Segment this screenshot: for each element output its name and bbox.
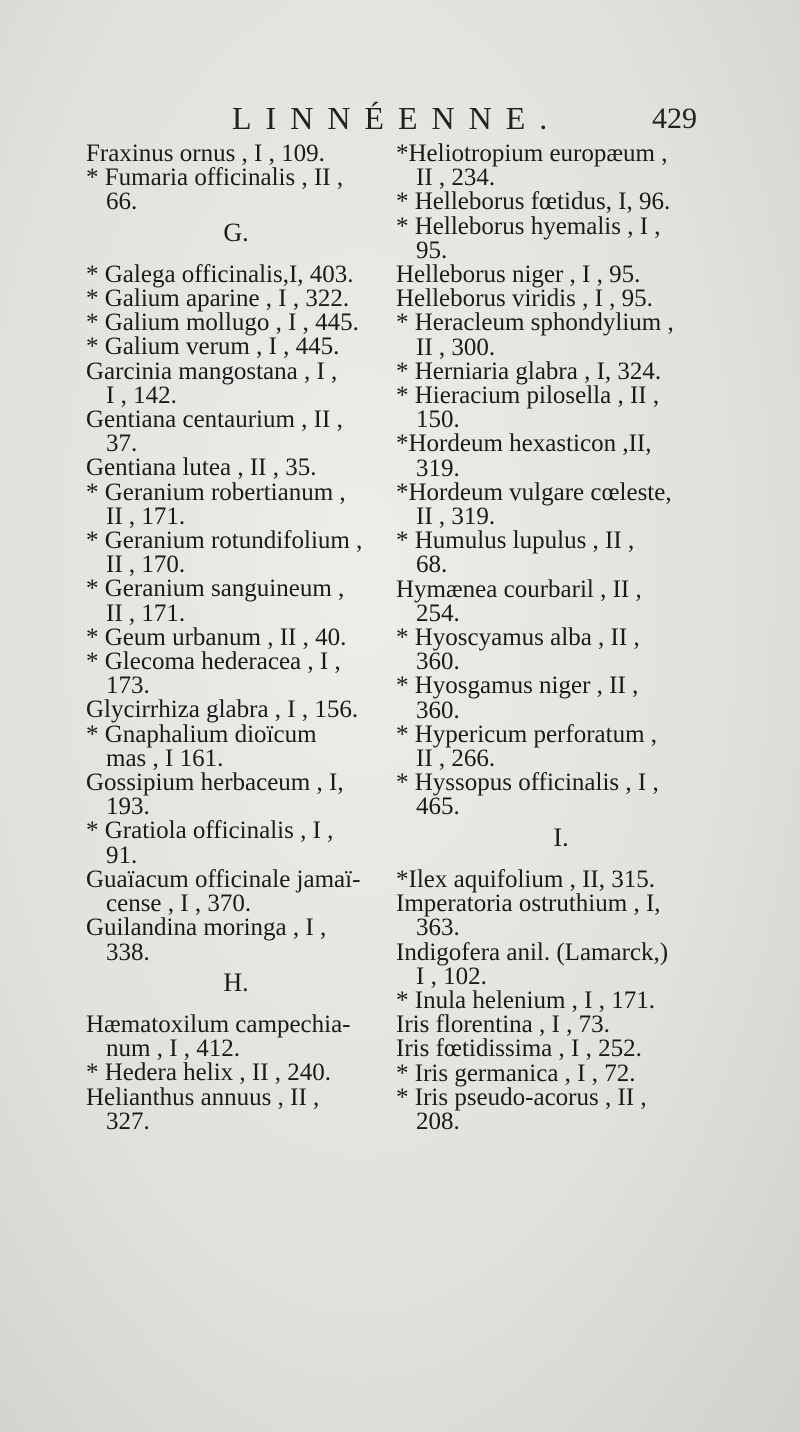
index-entry: * Hyssopus officinalis , I , 465.	[396, 769, 659, 821]
index-entry: * Hieracium pilosella , II , 150.	[396, 382, 660, 434]
index-entry: *Heliotropium europæum , II , 234.	[396, 140, 668, 192]
index-entry: * Galium aparine , I , 322.	[86, 285, 350, 313]
index-entry: Iris florentina , I , 73.	[396, 1011, 610, 1039]
index-entry: * Hyosgamus niger , II , 360.	[396, 672, 639, 724]
index-entry: Helleborus viridis , I , 95.	[396, 285, 653, 313]
index-entry: Garcinia mangostana , I , I , 142.	[86, 357, 338, 409]
index-entry: * Iris germanica , I , 72.	[396, 1059, 636, 1087]
index-entry: * Geranium rotundifolium , II , 170.	[86, 527, 363, 579]
index-entry: * Geum urbanum , II , 40.	[86, 623, 347, 651]
index-entry: * Humulus lupulus , II , 68.	[396, 527, 635, 579]
index-entry: Gentiana lutea , II , 35.	[86, 454, 317, 482]
page-number: 429	[652, 102, 697, 135]
index-column-left	[86, 142, 386, 1134]
index-entry: Gentiana centaurium , II , 37.	[86, 406, 343, 458]
index-entry: * Helleborus hyemalis , I , 95.	[396, 212, 661, 264]
page-header	[0, 100, 800, 140]
index-entry: * Geranium sanguineum , II , 171.	[86, 575, 345, 627]
running-title: LINNÉENNE.	[232, 100, 562, 136]
section-letter-i: I.	[553, 822, 569, 852]
index-entry: * Glecoma hederacea , I , 173.	[86, 648, 341, 700]
index-entry: * Gratiola officinalis , I , 91.	[86, 817, 334, 869]
index-entry: *Hordeum vulgare cœleste, II , 319.	[396, 478, 672, 531]
index-entry: * Helleborus fœtidus, I, 96.	[396, 188, 671, 216]
index-entry: Fraxinus ornus , I , 109.	[86, 140, 325, 167]
index-entry: Hymænea courbaril , II , 254.	[396, 575, 642, 627]
index-entry: Hæmatoxilum campechia- num , I , 412.	[86, 1010, 351, 1063]
index-entry: * Galium mollugo , I , 445.	[86, 309, 359, 337]
index-entry: * Iris pseudo-acorus , II , 208.	[396, 1083, 647, 1135]
index-entry: * Herniaria glabra , I, 324.	[396, 357, 662, 385]
index-entry: * Geranium robertianum , II , 171.	[86, 478, 346, 530]
section-letter-g: G.	[223, 217, 249, 247]
index-entry: Helleborus niger , I , 95.	[396, 261, 641, 289]
index-entry: *Hordeum hexasticon ,II, 319.	[396, 430, 652, 482]
section-letter-h: H.	[223, 967, 249, 997]
index-entry: Indigofera anil. (Lamarck,) I , 102.	[396, 938, 669, 990]
index-entry: Guaïacum officinale jamaï- cense , I , 370.	[86, 865, 361, 918]
index-entry: *Ilex aquifolium , II, 315.	[396, 865, 655, 893]
index-entry: Guilandina moringa , I , 338.	[86, 914, 327, 966]
index-entry: Helianthus annuus , II , 327.	[86, 1083, 320, 1135]
index-entry: * Galium verum , I , 445.	[86, 333, 340, 361]
index-entry: * Hedera helix , II , 240.	[86, 1059, 332, 1087]
index-entry: * Gnaphalium dioïcum mas , I 161.	[86, 720, 317, 772]
index-column-right	[396, 142, 726, 1134]
index-entry: Imperatoria ostruthium , I, 363.	[396, 890, 661, 942]
index-entry: * Fumaria officinalis , II , 66.	[86, 164, 344, 216]
index-entry: * Inula helenium , I , 171.	[396, 986, 655, 1014]
index-entry: Iris fœtidissima , I , 252.	[396, 1035, 642, 1063]
index-entry: * Hyoscyamus alba , II , 360.	[396, 624, 640, 676]
index-entry: Glycirrhiza glabra , I , 156.	[86, 696, 359, 724]
index-entry: * Heracleum sphondylium , II , 300.	[396, 309, 674, 361]
index-entry: * Hypericum perforatum , II , 266.	[396, 720, 658, 773]
index-entry: Gossipium herbaceum , I, 193.	[86, 769, 344, 821]
index-entry: * Galega officinalis,I, 403.	[86, 260, 354, 288]
